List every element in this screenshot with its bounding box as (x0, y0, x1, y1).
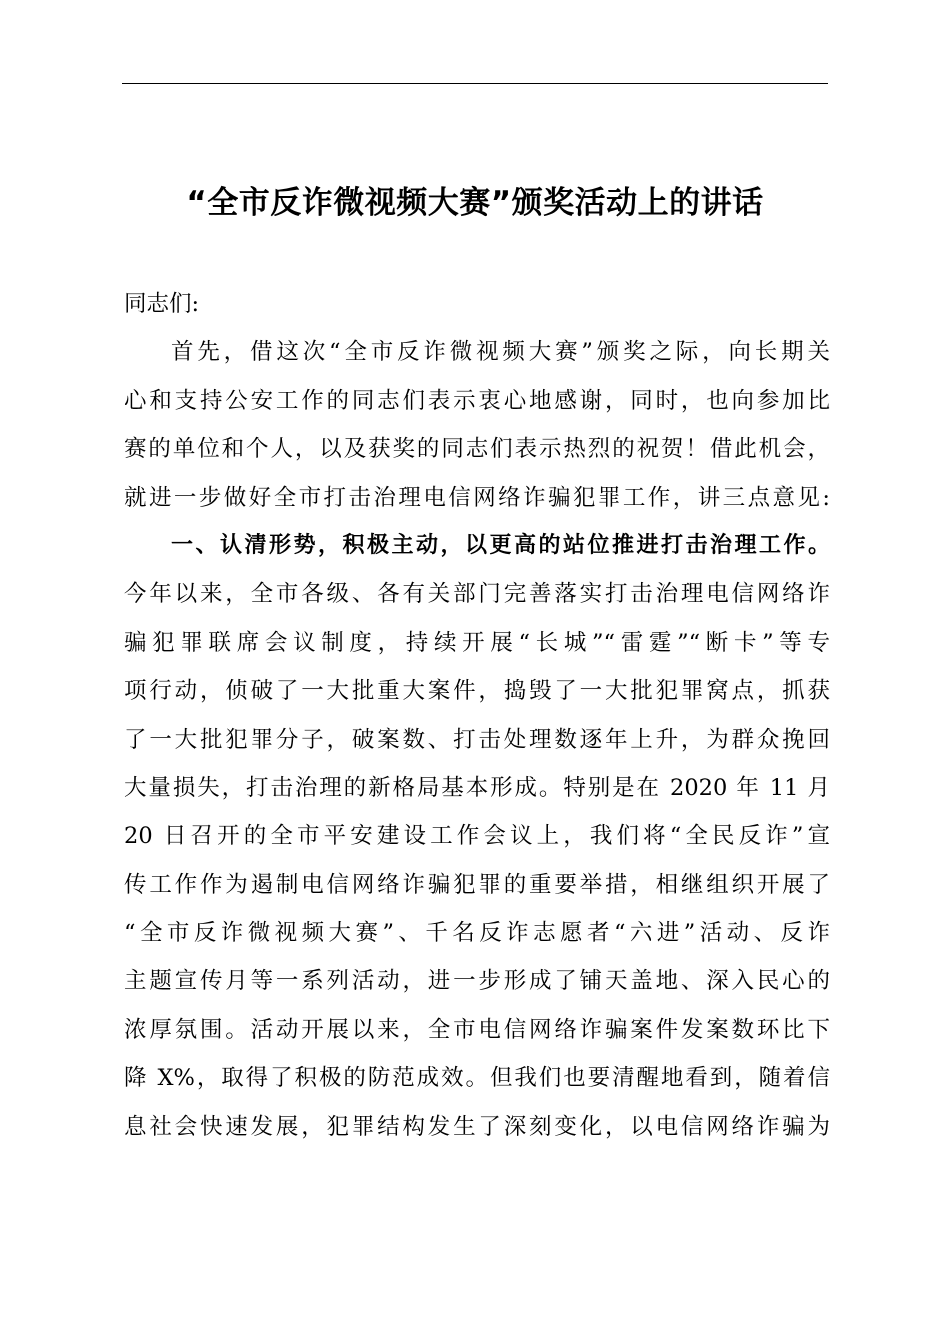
paragraph-line: 大量损失，打击治理的新格局基本形成。特别是在 2020 年 11 月 (124, 774, 830, 801)
page-title: “全市反诈微视频大赛”颁奖活动上的讲话 (186, 185, 764, 221)
paragraph-line: 就进一步做好全市打击治理电信网络诈骗犯罪工作，讲三点意见: (124, 484, 830, 511)
paragraph-line: 首先，借这次“全市反诈微视频大赛”颁奖之际，向长期关 (171, 339, 830, 366)
header-rule (122, 83, 828, 84)
paragraph-line: 浓厚氛围。活动开展以来，全市电信网络诈骗案件发案数环比下 (124, 1016, 830, 1043)
paragraph-line: 传工作作为遏制电信网络诈骗犯罪的重要举措，相继组织开展了 (124, 871, 830, 898)
section-heading: 一、认清形势，积极主动，以更高的站位推进打击治理工作。 (171, 532, 830, 558)
paragraph-line: 20 日召开的全市平安建设工作会议上，我们将“全民反诈”宣 (124, 823, 830, 850)
salutation: 同志们: (124, 291, 200, 317)
paragraph-line: “全市反诈微视频大赛”、千名反诈志愿者“六进”活动、反诈 (124, 920, 830, 947)
paragraph-line: 降 X%，取得了积极的防范成效。但我们也要清醒地看到，随着信 (124, 1065, 830, 1092)
paragraph-line: 赛的单位和个人，以及获奖的同志们表示热烈的祝贺！借此机会， (124, 436, 830, 463)
paragraph-line: 项行动，侦破了一大批重大案件，捣毁了一大批犯罪窝点，抓获 (124, 678, 830, 705)
paragraph-line: 了一大批犯罪分子，破案数、打击处理数逐年上升，为群众挽回 (124, 726, 830, 753)
paragraph-line: 心和支持公安工作的同志们表示衷心地感谢，同时，也向参加比 (124, 387, 830, 414)
paragraph-line: 今年以来，全市各级、各有关部门完善落实打击治理电信网络诈 (124, 581, 830, 608)
paragraph-line: 骗犯罪联席会议制度，持续开展“长城”“雷霆”“断卡”等专 (124, 629, 830, 656)
paragraph-line: 主题宣传月等一系列活动，进一步形成了铺天盖地、深入民心的 (124, 968, 830, 995)
document-body (124, 280, 830, 1151)
paragraph-line: 息社会快速发展，犯罪结构发生了深刻变化，以电信网络诈骗为 (124, 1113, 830, 1140)
